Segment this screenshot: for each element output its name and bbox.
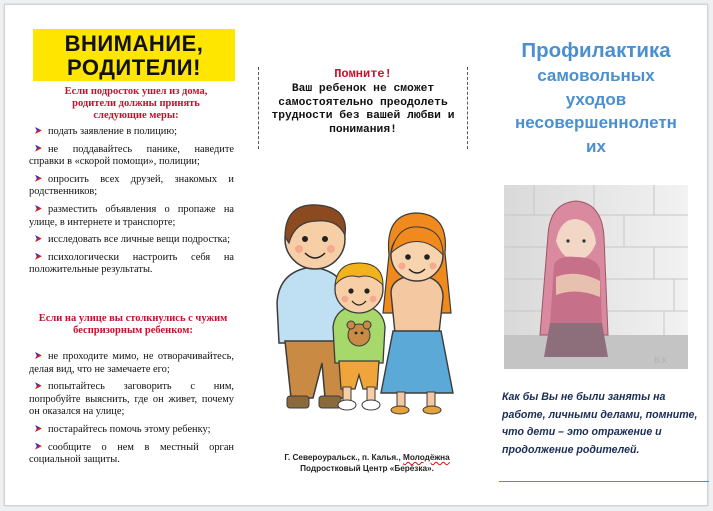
list-item-text: не поддавайтесь панике, наведите справки в «скорой помощи», полиции; xyxy=(29,143,234,168)
banner-line-2: РОДИТЕЛИ! xyxy=(67,55,201,80)
brochure-sheet xyxy=(4,4,708,506)
list-item-text: не проходите мимо, не отворачивайтесь, делая вид, что не замечаете его; xyxy=(29,351,234,375)
banner-line-1: ВНИМАНИЕ, xyxy=(64,31,204,56)
bullet-arrow-icon xyxy=(35,205,42,212)
address-street: Молодёжна xyxy=(403,453,450,462)
list-item xyxy=(29,442,234,467)
bullet-arrow-icon xyxy=(35,253,42,260)
quote-underline xyxy=(499,481,709,482)
bullet-arrow-icon xyxy=(35,145,42,152)
title-line-3: уходов xyxy=(565,89,627,109)
list-item-text: опросить всех друзей, знакомых и родственников; xyxy=(29,173,234,198)
bullet-arrow-icon xyxy=(35,425,42,432)
measures-list xyxy=(29,126,234,282)
remember-title: Помните! xyxy=(334,67,392,81)
list-item-text: попытайтесь заговорить с ним, попробуйте выяснить, где он живет, почему он оказался на улице; xyxy=(29,381,234,418)
list-item xyxy=(29,126,234,139)
address-line-2: Подростковый Центр «Берёзка». xyxy=(300,464,434,473)
remember-box xyxy=(258,67,468,149)
list-item-text: психологически настроить себя на положительные результаты. xyxy=(29,251,234,276)
sad-child-photo xyxy=(504,185,688,369)
closing-quote: Как бы Вы не были заняты на работе, личными делами, помните, что дети – это отражение и продолжение родителей. xyxy=(502,391,698,456)
list-item-text: разместить объявления о пропаже на улице, в интернете и транспорте; xyxy=(29,203,234,228)
attention-parents-banner xyxy=(33,29,235,81)
list-item xyxy=(29,174,234,199)
list-item-text: постарайтесь помочь этому ребенку; xyxy=(48,423,211,435)
list-item-text: сообщите о нем в местный орган социальной защиты. xyxy=(29,441,234,466)
list-item-text: подать заявление в полицию; xyxy=(48,126,177,137)
brochure-title xyxy=(493,38,699,158)
title-line-2: самовольных xyxy=(537,66,655,85)
title-line-5: их xyxy=(586,136,606,156)
street-child-list xyxy=(29,351,234,472)
list-item xyxy=(29,424,234,437)
bullet-arrow-icon xyxy=(35,443,42,450)
list-item-text: исследовать все личные вещи подростка; xyxy=(48,234,230,246)
list-item xyxy=(29,381,234,419)
bullet-arrow-icon xyxy=(35,352,42,359)
address-part-1: Г. Североуральск., п. Калья., xyxy=(284,453,404,462)
bullet-arrow-icon xyxy=(35,235,42,242)
list-item xyxy=(29,351,234,376)
title-line-4: несовершеннолетн xyxy=(515,113,677,132)
address-line-1 xyxy=(267,452,467,463)
child-figure xyxy=(333,263,385,410)
list-item xyxy=(29,252,234,277)
title-line-1: Профилактика xyxy=(521,39,671,62)
address-text xyxy=(267,452,467,474)
list-item xyxy=(29,204,234,229)
bullet-arrow-icon xyxy=(35,127,42,134)
remember-text: Ваш ребенок не сможет самостоятельно преодолеть трудности без вашей любви и понимания! xyxy=(271,83,455,136)
bullet-arrow-icon xyxy=(35,175,42,182)
list-item xyxy=(29,234,234,247)
list-item xyxy=(29,144,234,169)
bullet-arrow-icon xyxy=(35,382,42,389)
mother-figure xyxy=(381,213,453,414)
svg-text:B.K: B.K xyxy=(654,356,668,365)
heading-street-child: Если на улице вы столкнулись с чужим беспризорным ребенком: xyxy=(38,313,228,336)
heading-teen-left-home: Если подросток ушел из дома, родители должны принять следующие меры: xyxy=(64,86,208,121)
family-illustration xyxy=(267,193,467,425)
